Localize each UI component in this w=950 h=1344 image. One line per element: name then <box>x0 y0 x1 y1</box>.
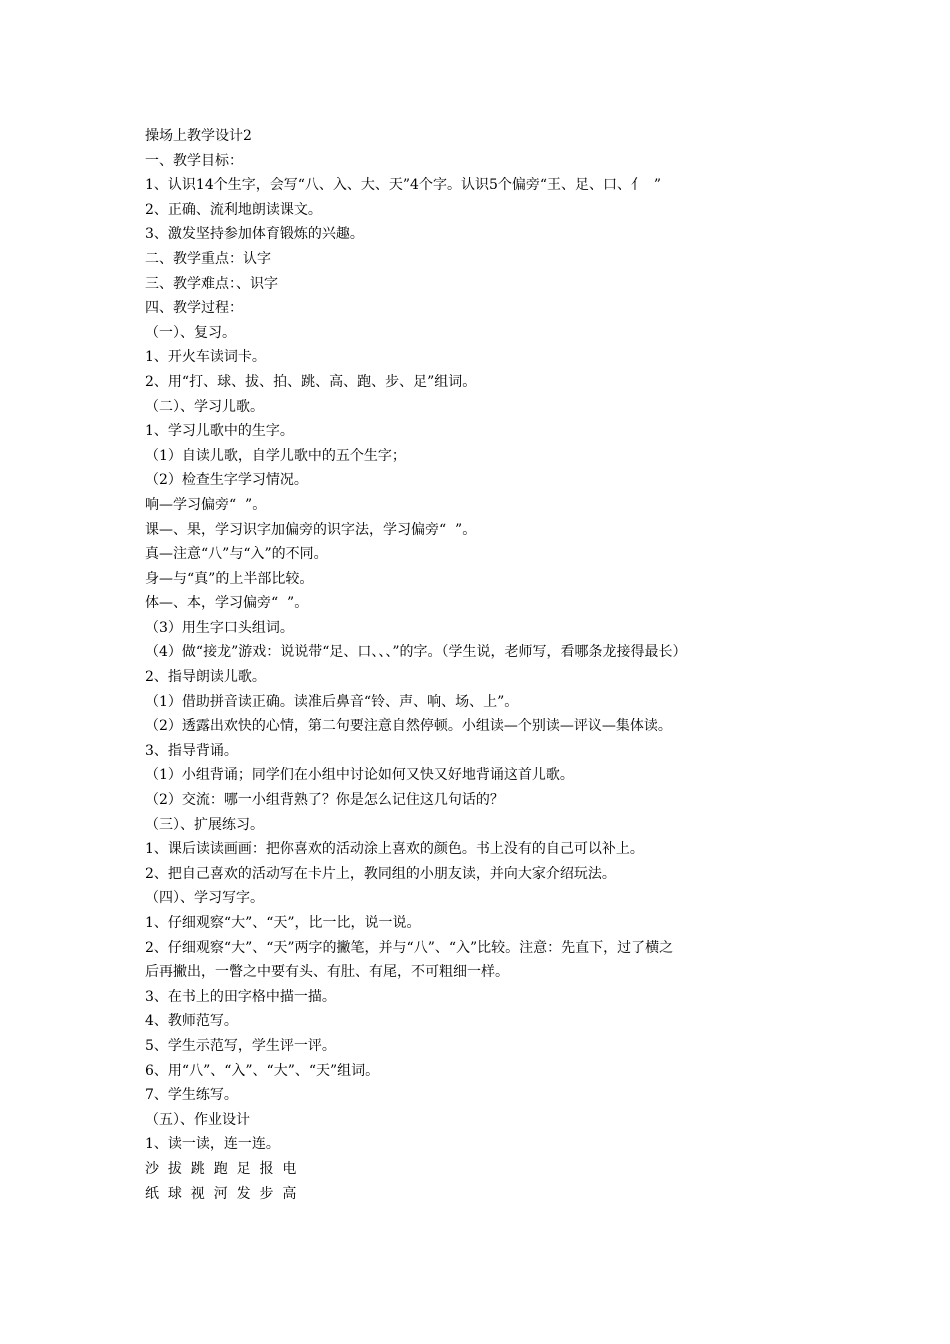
text-line: 3、在书上的田字格中描一描。 <box>145 988 336 1005</box>
text-line: 1、学习儿歌中的生字。 <box>145 423 294 440</box>
text-line: 三、教学难点：、识字 <box>145 275 278 292</box>
text-line: 1、课后读读画画：把你喜欢的活动涂上喜欢的颜色。书上没有的自己可以补上。 <box>145 841 644 858</box>
text-line: （2）交流：哪一小组背熟了？你是怎么记住这几句话的？ <box>145 792 504 809</box>
text-line: 5、学生示范写，学生评一评。 <box>145 1037 336 1054</box>
text-line: （3）用生字口头组词。 <box>145 619 294 636</box>
text-line: 纸 球 视 河 发 步 高 <box>145 1185 297 1202</box>
text-line: （三）、扩展练习。 <box>145 816 264 833</box>
document-page <box>145 124 810 1206</box>
text-line: 1、仔细观察“大”、“天”，比一比，说一说。 <box>145 915 421 931</box>
text-line: （1）借助拼音读正确。读准后鼻音“铃、声、响、场、上”。 <box>145 693 519 710</box>
document-title: 操场上教学设计2 <box>145 128 252 144</box>
text-line: （二）、学习儿歌。 <box>145 398 264 415</box>
text-line: （1）小组背诵；同学们在小组中讨论如何又快又好地背诵这首儿歌。 <box>145 767 574 784</box>
text-line: 2、仔细观察“大”、“天”两字的撇笔，并与“八”、“入”比较。注意：先直下，过了横之 <box>145 939 674 956</box>
text-line: （五）、作业设计 <box>145 1111 250 1128</box>
text-line: 4、教师范写。 <box>145 1013 238 1030</box>
text-line: （4）做“接龙”游戏：说说带“足、口、、、”的字。（学生说，老师写，看哪条龙接得最长） <box>145 644 687 661</box>
text-line: 2、指导朗读儿歌。 <box>145 669 266 686</box>
text-line: 响—学习偏旁“ ”。 <box>145 496 267 513</box>
text-line: 沙 拔 跳 跑 足 报 电 <box>145 1160 297 1177</box>
text-line: 身—与“真”的上半部比较。 <box>145 570 314 587</box>
text-line: 2、把自己喜欢的活动写在卡片上，教同组的小朋友读，并向大家介绍玩法。 <box>145 865 616 882</box>
text-line: 一、教学目标： <box>145 152 243 169</box>
text-line: 3、指导背诵。 <box>145 742 238 759</box>
text-line: 二、教学重点：认字 <box>145 250 271 267</box>
text-line: 课—、果，学习识字加偏旁的识字法，学习偏旁“ ”。 <box>145 521 477 538</box>
text-line: （2）检查生字学习情况。 <box>145 472 308 489</box>
text-line: 7、学生练写。 <box>145 1087 238 1104</box>
text-line: 2、正确、流利地朗读课文。 <box>145 201 322 218</box>
text-line: 体—、本，学习偏旁“ ”。 <box>145 595 309 612</box>
text-line: 后再撇出，一瞥之中要有头、有肚、有尾，不可粗细一样。 <box>145 964 509 981</box>
text-line: （一）、复习。 <box>145 324 236 341</box>
text-line: （1）自读儿歌，自学儿歌中的五个生字； <box>145 447 406 464</box>
text-line: （2）透露出欢快的心情，第二句要注意自然停顿。小组读—个别读—评议—集体读。 <box>145 718 672 735</box>
text-line: 1、读一读，连一连。 <box>145 1136 280 1153</box>
text-line: 2、用“打、球、拔、拍、跳、高、跑、步、足”组词。 <box>145 373 477 390</box>
text-line: 3、激发坚持参加体育锻炼的兴趣。 <box>145 226 364 243</box>
text-line: 四、教学过程： <box>145 300 243 317</box>
text-line: 1、认识14个生字，会写“八、入、大、天”4个字。认识5个偏旁“王、足、口、亻 ” <box>145 177 662 194</box>
text-line: （四）、学习写字。 <box>145 890 264 907</box>
text-line: 1、开火车读词卡。 <box>145 349 266 366</box>
text-line: 6、用“八”、“入”、“大”、“天”组词。 <box>145 1062 380 1079</box>
text-line: 真—注意“八”与“入”的不同。 <box>145 546 328 563</box>
